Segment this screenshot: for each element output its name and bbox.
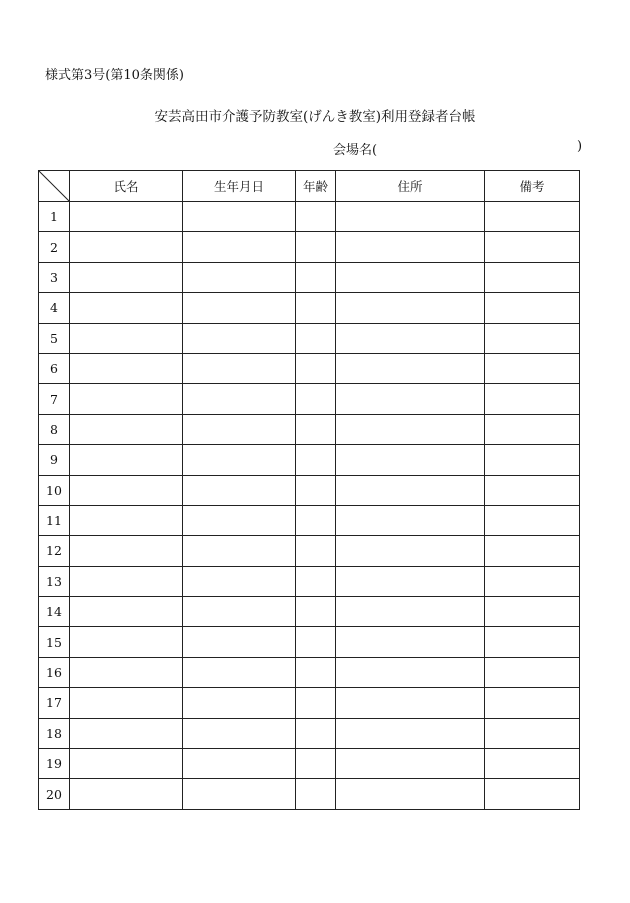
row-number: 9 [39,445,70,475]
remarks-cell[interactable] [485,657,580,687]
form-number: 様式第3号(第10条関係) [45,68,184,83]
birthdate-cell[interactable] [183,202,296,232]
birthdate-cell[interactable] [183,384,296,414]
remarks-cell[interactable] [485,262,580,292]
age-cell[interactable] [296,505,336,535]
row-number: 17 [39,688,70,718]
age-cell[interactable] [296,779,336,809]
table-row [39,323,580,353]
remarks-cell[interactable] [485,445,580,475]
age-cell[interactable] [296,293,336,323]
remarks-cell[interactable] [485,779,580,809]
remarks-cell[interactable] [485,566,580,596]
address-cell[interactable] [336,353,485,383]
address-cell[interactable] [336,566,485,596]
remarks-cell[interactable] [485,536,580,566]
name-cell[interactable] [70,505,183,535]
address-cell[interactable] [336,414,485,444]
remarks-cell[interactable] [485,627,580,657]
age-cell[interactable] [296,749,336,779]
age-cell[interactable] [296,536,336,566]
remarks-cell[interactable] [485,202,580,232]
row-number: 6 [39,353,70,383]
age-cell[interactable] [296,414,336,444]
row-number: 11 [39,505,70,535]
age-cell[interactable] [296,566,336,596]
table-row [39,536,580,566]
name-cell[interactable] [70,262,183,292]
address-cell[interactable] [336,597,485,627]
address-cell[interactable] [336,323,485,353]
row-number: 1 [39,202,70,232]
table-row [39,688,580,718]
table-row [39,475,580,505]
name-cell[interactable] [70,657,183,687]
header-remarks: 備考 [485,171,580,202]
row-number: 15 [39,627,70,657]
address-cell[interactable] [336,445,485,475]
table-body [39,202,580,810]
table-row [39,353,580,383]
birthdate-cell[interactable] [183,475,296,505]
venue-label: 会場名( [333,143,378,158]
table-row [39,293,580,323]
row-number: 8 [39,414,70,444]
age-cell[interactable] [296,384,336,414]
name-cell[interactable] [70,323,183,353]
row-number: 12 [39,536,70,566]
name-cell[interactable] [70,414,183,444]
name-cell[interactable] [70,536,183,566]
birthdate-cell[interactable] [183,627,296,657]
name-cell[interactable] [70,718,183,748]
birthdate-cell[interactable] [183,232,296,262]
table-row [39,657,580,687]
table-row [39,749,580,779]
name-cell[interactable] [70,475,183,505]
row-number: 7 [39,384,70,414]
remarks-cell[interactable] [485,718,580,748]
remarks-cell[interactable] [485,749,580,779]
address-cell[interactable] [336,475,485,505]
table-row [39,718,580,748]
age-cell[interactable] [296,202,336,232]
name-cell[interactable] [70,293,183,323]
table-row [39,262,580,292]
name-cell[interactable] [70,749,183,779]
age-cell[interactable] [296,445,336,475]
age-cell[interactable] [296,688,336,718]
row-number: 16 [39,657,70,687]
table-row [39,627,580,657]
name-cell[interactable] [70,384,183,414]
address-cell[interactable] [336,384,485,414]
table-row [39,597,580,627]
header-age: 年齢 [296,171,336,202]
row-number: 13 [39,566,70,596]
registration-table [38,170,580,810]
birthdate-cell[interactable] [183,323,296,353]
remarks-cell[interactable] [485,323,580,353]
birthdate-cell[interactable] [183,779,296,809]
birthdate-cell[interactable] [183,414,296,444]
age-cell[interactable] [296,475,336,505]
table-row [39,384,580,414]
birthdate-cell[interactable] [183,597,296,627]
address-cell[interactable] [336,293,485,323]
remarks-cell[interactable] [485,353,580,383]
name-cell[interactable] [70,232,183,262]
address-cell[interactable] [336,718,485,748]
table-row [39,566,580,596]
row-number: 19 [39,749,70,779]
address-cell[interactable] [336,779,485,809]
table-row [39,779,580,809]
birthdate-cell[interactable] [183,353,296,383]
row-number: 5 [39,323,70,353]
remarks-cell[interactable] [485,505,580,535]
age-cell[interactable] [296,232,336,262]
row-number: 3 [39,262,70,292]
birthdate-cell[interactable] [183,657,296,687]
address-cell[interactable] [336,505,485,535]
row-number: 14 [39,597,70,627]
remarks-cell[interactable] [485,688,580,718]
row-number: 4 [39,293,70,323]
venue-close-paren: ) [577,139,583,154]
header-name: 氏名 [70,171,183,202]
name-cell[interactable] [70,597,183,627]
name-cell[interactable] [70,779,183,809]
remarks-cell[interactable] [485,384,580,414]
address-cell[interactable] [336,749,485,779]
age-cell[interactable] [296,597,336,627]
address-cell[interactable] [336,536,485,566]
row-number: 18 [39,718,70,748]
birthdate-cell[interactable] [183,445,296,475]
table-row [39,505,580,535]
table-row [39,232,580,262]
table-row [39,202,580,232]
address-cell[interactable] [336,202,485,232]
name-cell[interactable] [70,566,183,596]
birthdate-cell[interactable] [183,505,296,535]
birthdate-cell[interactable] [183,536,296,566]
age-cell[interactable] [296,627,336,657]
remarks-cell[interactable] [485,293,580,323]
birthdate-cell[interactable] [183,293,296,323]
header-row [39,171,580,202]
remarks-cell[interactable] [485,414,580,444]
name-cell[interactable] [70,353,183,383]
header-birthdate: 生年月日 [183,171,296,202]
row-number: 20 [39,779,70,809]
table-row [39,445,580,475]
birthdate-cell[interactable] [183,566,296,596]
name-cell[interactable] [70,202,183,232]
age-cell[interactable] [296,657,336,687]
address-cell[interactable] [336,627,485,657]
corner-cell [39,171,70,202]
age-cell[interactable] [296,262,336,292]
birthdate-cell[interactable] [183,718,296,748]
name-cell[interactable] [70,445,183,475]
row-number: 2 [39,232,70,262]
row-number: 10 [39,475,70,505]
address-cell[interactable] [336,262,485,292]
address-cell[interactable] [336,232,485,262]
age-cell[interactable] [296,353,336,383]
remarks-cell[interactable] [485,232,580,262]
document-title: 安芸高田市介護予防教室(げんき教室)利用登録者台帳 [154,109,476,125]
name-cell[interactable] [70,688,183,718]
age-cell[interactable] [296,323,336,353]
birthdate-cell[interactable] [183,688,296,718]
remarks-cell[interactable] [485,597,580,627]
remarks-cell[interactable] [485,475,580,505]
age-cell[interactable] [296,718,336,748]
table-row [39,414,580,444]
diagonal-line [39,171,69,201]
birthdate-cell[interactable] [183,262,296,292]
address-cell[interactable] [336,688,485,718]
address-cell[interactable] [336,657,485,687]
header-address: 住所 [336,171,485,202]
birthdate-cell[interactable] [183,749,296,779]
name-cell[interactable] [70,627,183,657]
